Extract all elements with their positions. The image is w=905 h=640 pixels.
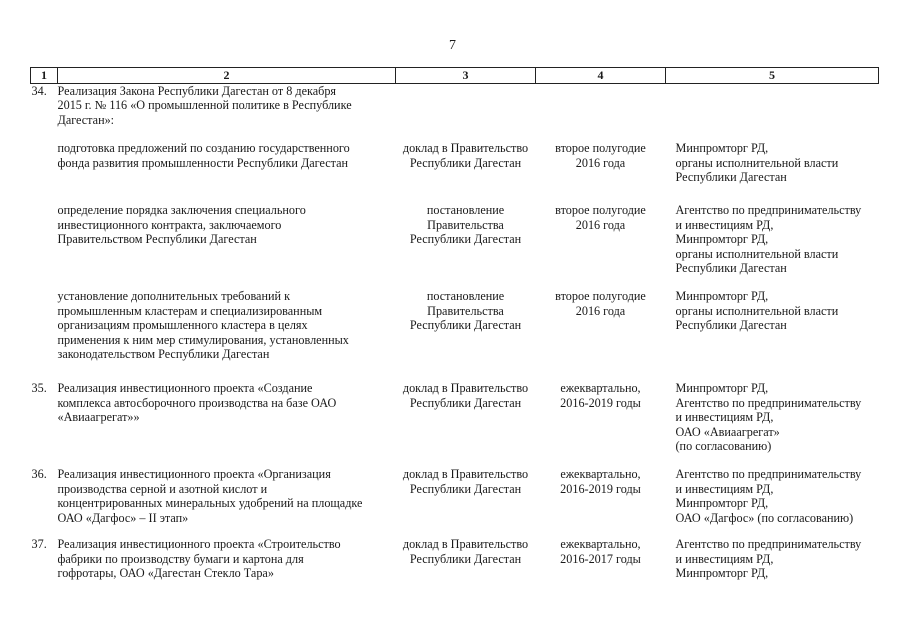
table-row	[31, 381, 879, 467]
row-deadline-line: 2016-2019 годы	[560, 481, 641, 496]
header-col-4: 4	[536, 68, 666, 84]
row-executors-line: и инвестициям РД,	[675, 551, 774, 566]
row-deadline-line: второе полугодие	[555, 289, 646, 304]
row-completion-form	[396, 467, 536, 537]
header-col-2: 2	[58, 68, 396, 84]
row-number: 35.	[31, 381, 47, 396]
row-completion-form-line: Республики Дагестан	[409, 232, 522, 247]
row-deadline-line: второе полугодие	[555, 203, 646, 218]
row-executors-line: и инвестициям РД,	[675, 217, 774, 232]
row-deadline	[536, 141, 666, 203]
row-activity	[58, 203, 396, 289]
row-executors	[666, 289, 879, 381]
row-activity-line: комплекса автосборочного производства на базе ОАО	[57, 395, 337, 410]
row-activity-line: законодательством Республики Дагестан	[57, 347, 270, 362]
row-deadline-line: 2016 года	[575, 303, 626, 318]
row-number: 34.	[31, 83, 47, 98]
row-executors-line: Агентство по предпринимательству	[675, 203, 862, 218]
row-activity-line: фонда развития промышленности Республики Дагестан	[57, 155, 349, 170]
row-completion-form	[396, 537, 536, 597]
row-executors	[666, 537, 879, 597]
row-completion-form	[396, 289, 536, 381]
row-executors	[666, 203, 879, 289]
row-activity-line: концентрированных минеральных удобрений на площадке	[57, 496, 363, 511]
row-executors-line: органы исполнительной власти	[675, 155, 839, 170]
row-activity-line: установление дополнительных требований к	[57, 289, 291, 304]
row-activity-line: Дагестан»:	[57, 112, 115, 127]
row-deadline-line: ежеквартально,	[560, 381, 641, 396]
row-number	[31, 289, 58, 381]
row-executors-line: Минпромторг РД,	[675, 232, 769, 247]
row-activity-line: Реализация инвестиционного проекта «Создание	[57, 381, 313, 396]
row-activity-line: применения к ним мер стимулирования, установленных	[57, 332, 349, 347]
row-activity-line: организациям промышленного кластера в целях	[57, 318, 308, 333]
row-executors	[666, 467, 879, 537]
header-col-3: 3	[396, 68, 536, 84]
row-executors-line: Республики Дагестан	[675, 318, 787, 333]
row-completion-form-line: Республики Дагестан	[409, 155, 522, 170]
page-number: 7	[449, 38, 456, 53]
row-executors-line: и инвестициям РД,	[675, 410, 774, 425]
plan-table	[30, 67, 879, 597]
row-activity-line: 2015 г. № 116 «О промышленной политике в Республике	[57, 98, 352, 113]
row-activity-line: подготовка предложений по созданию государственного	[57, 141, 350, 156]
row-activity	[58, 141, 396, 203]
row-executors-line: органы исполнительной власти	[675, 246, 839, 261]
row-deadline-line: 2016 года	[575, 155, 626, 170]
row-completion-form	[396, 83, 536, 141]
row-executors-line: Минпромторг РД,	[675, 566, 769, 581]
row-executors-line: Республики Дагестан	[675, 170, 787, 185]
row-completion-form-line: доклад в Правительство	[402, 467, 529, 482]
row-completion-form-line: Республики Дагестан	[409, 481, 522, 496]
row-activity-line: определение порядка заключения специального	[57, 203, 306, 218]
header-col-5: 5	[666, 68, 879, 84]
table-body	[31, 83, 879, 597]
table-header-row	[31, 68, 879, 84]
row-completion-form-line: Правительства	[427, 303, 504, 318]
row-executors	[666, 83, 879, 141]
row-executors	[666, 381, 879, 467]
row-deadline	[536, 289, 666, 381]
row-activity-line: гофротары, ОАО «Дагестан Стекло Тара»	[57, 566, 274, 581]
row-deadline	[536, 381, 666, 467]
row-deadline-line: 2016-2019 годы	[560, 395, 641, 410]
row-activity	[58, 537, 396, 597]
row-number	[31, 203, 58, 289]
row-activity-line: инвестиционного контракта, заключаемого	[57, 217, 282, 232]
table-row	[31, 203, 879, 289]
row-activity-line: промышленным кластерам и специализированным	[57, 303, 323, 318]
row-deadline	[536, 467, 666, 537]
row-completion-form-line: доклад в Правительство	[402, 381, 529, 396]
row-executors-line: Минпромторг РД,	[675, 289, 769, 304]
row-activity	[58, 83, 396, 141]
row-activity	[58, 289, 396, 381]
row-activity-line: Реализация Закона Республики Дагестан от 8 декабря	[57, 83, 337, 98]
row-activity-line: «Авиаагрегат»»	[57, 410, 140, 425]
row-deadline-line: второе полугодие	[555, 141, 646, 156]
row-deadline-line: ежеквартально,	[560, 537, 641, 552]
table-row	[31, 289, 879, 381]
row-executors-line: ОАО «Дагфос» (по согласованию)	[675, 510, 854, 525]
row-completion-form-line: Республики Дагестан	[409, 551, 522, 566]
row-completion-form	[396, 141, 536, 203]
table-row	[31, 537, 879, 597]
row-completion-form	[396, 381, 536, 467]
row-completion-form-line: Правительства	[427, 217, 504, 232]
row-executors-line: ОАО «Авиаагрегат»	[675, 424, 780, 439]
row-completion-form-line: Республики Дагестан	[409, 318, 522, 333]
row-deadline	[536, 83, 666, 141]
row-executors-line: Агентство по предпринимательству	[675, 537, 862, 552]
row-activity-line: фабрики по производству бумаги и картона для	[57, 551, 304, 566]
row-deadline-line: ежеквартально,	[560, 467, 641, 482]
row-executors-line: Агентство по предпринимательству	[675, 467, 862, 482]
header-col-1: 1	[31, 68, 58, 84]
row-deadline	[536, 537, 666, 597]
table-row	[31, 467, 879, 537]
row-deadline-line: 2016-2017 годы	[560, 551, 641, 566]
row-activity	[58, 381, 396, 467]
row-completion-form-line: постановление	[426, 289, 505, 304]
row-number: 36.	[31, 467, 47, 482]
row-number	[31, 141, 58, 203]
row-deadline-line: 2016 года	[575, 217, 626, 232]
row-completion-form-line: доклад в Правительство	[402, 141, 529, 156]
row-activity-line: ОАО «Дагфос» – II этап»	[57, 510, 189, 525]
row-deadline	[536, 203, 666, 289]
row-executors	[666, 141, 879, 203]
row-number: 37.	[31, 537, 47, 552]
row-completion-form-line: Республики Дагестан	[409, 395, 522, 410]
row-completion-form	[396, 203, 536, 289]
row-activity-line: Реализация инвестиционного проекта «Строительство	[57, 537, 341, 552]
row-executors-line: (по согласованию)	[675, 439, 772, 454]
row-executors-line: Минпромторг РД,	[675, 381, 769, 396]
row-completion-form-line: доклад в Правительство	[402, 537, 529, 552]
table-row	[31, 141, 879, 203]
row-executors-line: Минпромторг РД,	[675, 141, 769, 156]
row-executors-line: органы исполнительной власти	[675, 303, 839, 318]
row-executors-line: Республики Дагестан	[675, 261, 787, 276]
row-completion-form-line: постановление	[426, 203, 505, 218]
row-executors-line: Агентство по предпринимательству	[675, 395, 862, 410]
table-row	[31, 83, 879, 141]
row-activity-line: Реализация инвестиционного проекта «Организация	[57, 467, 331, 482]
row-activity-line: Правительством Республики Дагестан	[57, 232, 257, 247]
row-executors-line: Минпромторг РД,	[675, 496, 769, 511]
row-activity	[58, 467, 396, 537]
row-executors-line: и инвестициям РД,	[675, 481, 774, 496]
row-activity-line: производства серной и азотной кислот и	[57, 481, 268, 496]
